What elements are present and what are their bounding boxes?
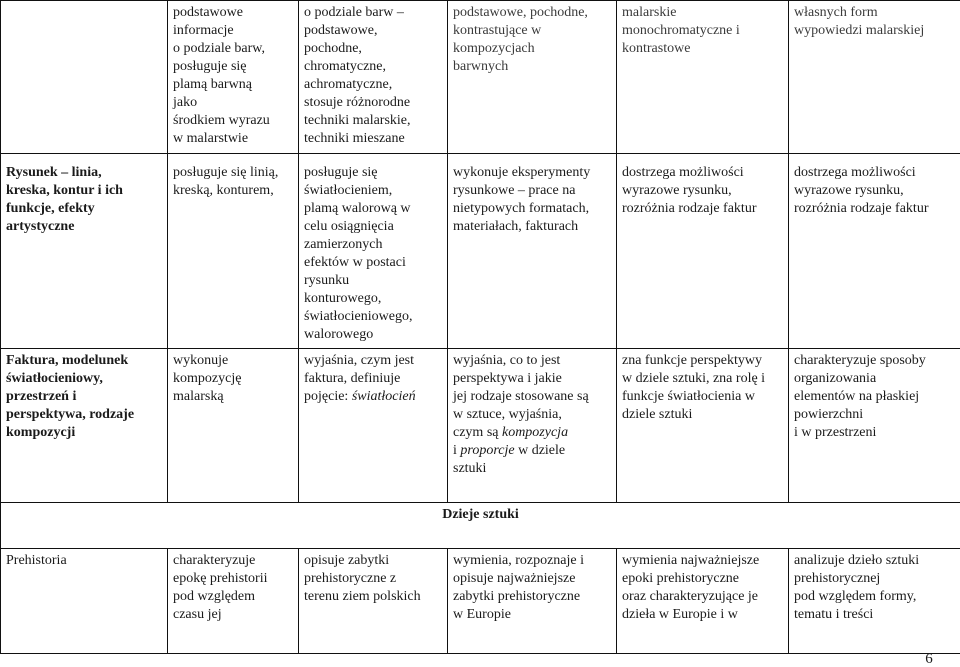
cell-line: elementów na płaskiej	[794, 389, 920, 404]
cell-line: przestrzeń i	[6, 389, 77, 404]
cell-line: i proporcje w dziele	[453, 443, 566, 458]
category-cell	[1, 349, 168, 503]
cell-line: wyrazowe rysunku,	[794, 183, 904, 198]
cell-line: informacje	[173, 23, 234, 38]
cell-line: czasu jej	[173, 607, 222, 622]
cell-line: artystyczne	[6, 219, 75, 234]
cell-line: nietypowych formatach,	[453, 201, 590, 216]
cell-line: dziele sztuki	[622, 407, 693, 422]
cell-line: plamą walorową w	[304, 201, 411, 216]
cell-line: faktura, definiuje	[304, 371, 401, 386]
category-cell	[1, 1, 168, 154]
requirement-cell	[299, 154, 448, 349]
requirement-cell	[617, 349, 789, 503]
cell-line: dzieła w Europie i w	[622, 607, 738, 622]
cell-line: dostrzega możliwości	[622, 165, 744, 180]
cell-line: zna funkcje perspektywy	[622, 353, 762, 368]
cell-line: w sztuce, wyjaśnia,	[453, 407, 562, 422]
cell-line: i w przestrzeni	[794, 425, 877, 440]
cell-line: epokę prehistorii	[173, 571, 268, 586]
table-row	[1, 349, 960, 503]
requirement-cell	[789, 549, 960, 654]
section-title: Dzieje sztuki	[1, 503, 960, 549]
cell-line: kompozycjach	[453, 41, 535, 56]
cell-line: rysunku	[304, 273, 350, 288]
cell-line: kompozycji	[6, 425, 76, 440]
cell-line: zabytki prehistoryczne	[453, 589, 581, 604]
cell-line: o podziale barw,	[173, 41, 265, 56]
cell-line: dostrzega możliwości	[794, 165, 916, 180]
table-row	[1, 1, 960, 154]
requirement-cell	[617, 1, 789, 154]
cell-line: prehistorycznej	[794, 571, 881, 586]
cell-line: charakteryzuje sposoby	[794, 353, 926, 368]
cell-line: kreska, kontur i ich	[6, 183, 123, 198]
cell-line: własnych form	[794, 5, 878, 20]
cell-line: rysunkowe – prace na	[453, 183, 576, 198]
cell-line: sztuki	[453, 461, 487, 476]
cell-line: materiałach, fakturach	[453, 219, 579, 234]
cell-line: rozróżnia rodzaje faktur	[794, 201, 929, 216]
cell-line: malarskie	[622, 5, 677, 20]
cell-line: perspektywa, rodzaje	[6, 407, 135, 422]
cell-line: jej rodzaje stosowane są	[453, 389, 589, 404]
cell-line: pod względem formy,	[794, 589, 917, 604]
cell-line: wymienia najważniejsze	[622, 553, 760, 568]
cell-line: w Europie	[453, 607, 511, 622]
cell-line: posługuje się	[173, 59, 247, 74]
cell-line: malarską	[173, 389, 224, 404]
cell-line: barwnych	[453, 59, 509, 74]
cell-line: posługuje się linią,	[173, 165, 279, 180]
cell-line: podstawowe	[173, 5, 243, 20]
cell-line: techniki malarskie,	[304, 113, 411, 128]
category-cell	[1, 549, 168, 654]
cell-line: monochromatyczne i	[622, 23, 740, 38]
cell-line: wykonuje	[173, 353, 229, 368]
cell-line: techniki mieszane	[304, 131, 405, 146]
requirement-cell	[789, 154, 960, 349]
cell-line: w malarstwie	[173, 131, 249, 146]
cell-line: posługuje się	[304, 165, 378, 180]
cell-line: środkiem wyrazu	[173, 113, 270, 128]
cell-line: wykonuje eksperymenty	[453, 165, 591, 180]
cell-line: pojęcie: światłocień	[304, 389, 416, 404]
cell-line: Prehistoria	[6, 553, 67, 568]
requirement-cell	[789, 349, 960, 503]
requirement-cell	[448, 1, 617, 154]
cell-line: opisuje najważniejsze	[453, 571, 576, 586]
requirement-cell	[299, 549, 448, 654]
cell-line: funkcje światłocienia w	[622, 389, 755, 404]
cell-line: wyjaśnia, co to jest	[453, 353, 561, 368]
cell-line: analizuje dzieło sztuki	[794, 553, 920, 568]
cell-line: funkcje, efekty	[6, 201, 95, 216]
cell-line: organizowania	[794, 371, 877, 386]
cell-line: światłocieniowy,	[6, 371, 103, 386]
requirement-cell	[448, 154, 617, 349]
section-row	[1, 503, 960, 549]
cell-line: jako	[173, 95, 198, 110]
cell-line: perspektywa i jakie	[453, 371, 562, 386]
requirement-cell	[448, 549, 617, 654]
cell-line: pod względem	[173, 589, 256, 604]
cell-line: stosuje różnorodne	[304, 95, 411, 110]
cell-line: prehistoryczne z	[304, 571, 397, 586]
cell-line: oraz charakteryzujące je	[622, 589, 759, 604]
cell-line: opisuje zabytki	[304, 553, 390, 568]
cell-line: konturowego,	[304, 291, 382, 306]
cell-line: światłocieniowego,	[304, 309, 413, 324]
cell-line: w dziele sztuki, zna rolę i	[622, 371, 766, 386]
cell-line: wypowiedzi malarskiej	[794, 23, 925, 38]
cell-line: pochodne,	[304, 41, 362, 56]
requirement-cell	[617, 154, 789, 349]
requirement-cell	[299, 1, 448, 154]
cell-line: podstawowe, pochodne,	[453, 5, 588, 20]
cell-line: Faktura, modelunek	[6, 353, 129, 368]
page-number: 6	[925, 651, 933, 667]
cell-line: zamierzonych	[304, 237, 383, 252]
cell-line: efektów w postaci	[304, 255, 406, 270]
table-row	[1, 549, 960, 654]
cell-line: chromatyczne,	[304, 59, 387, 74]
cell-line: Rysunek – linia,	[6, 165, 102, 180]
cell-line: wyrazowe rysunku,	[622, 183, 732, 198]
cell-line: o podziale barw –	[304, 5, 404, 20]
requirement-cell	[299, 349, 448, 503]
cell-line: walorowego	[304, 327, 374, 342]
cell-line: epoki prehistoryczne	[622, 571, 740, 586]
cell-line: wyjaśnia, czym jest	[304, 353, 415, 368]
requirement-cell	[617, 549, 789, 654]
category-cell	[1, 154, 168, 349]
cell-line: celu osiągnięcia	[304, 219, 394, 234]
requirement-cell	[789, 1, 960, 154]
requirement-cell	[168, 549, 299, 654]
cell-line: kontrastowe	[622, 41, 691, 56]
cell-line: tematu i treści	[794, 607, 874, 622]
cell-line: charakteryzuje	[173, 553, 256, 568]
cell-line: kreską, konturem,	[173, 183, 274, 198]
requirement-cell	[168, 349, 299, 503]
cell-line: światłocieniem,	[304, 183, 393, 198]
cell-line: kompozycję	[173, 371, 242, 386]
table-row	[1, 154, 960, 349]
requirement-cell	[168, 154, 299, 349]
cell-line: wymienia, rozpoznaje i	[453, 553, 585, 568]
cell-line: podstawowe,	[304, 23, 378, 38]
cell-line: terenu ziem polskich	[304, 589, 421, 604]
cell-line: kontrastujące w	[453, 23, 542, 38]
requirement-cell	[448, 349, 617, 503]
requirement-cell	[168, 1, 299, 154]
cell-line: rozróżnia rodzaje faktur	[622, 201, 757, 216]
cell-line: czym są kompozycja	[453, 425, 569, 440]
cell-line: plamą barwną	[173, 77, 252, 92]
cell-line: achromatyczne,	[304, 77, 393, 92]
cell-line: powierzchni	[794, 407, 864, 422]
